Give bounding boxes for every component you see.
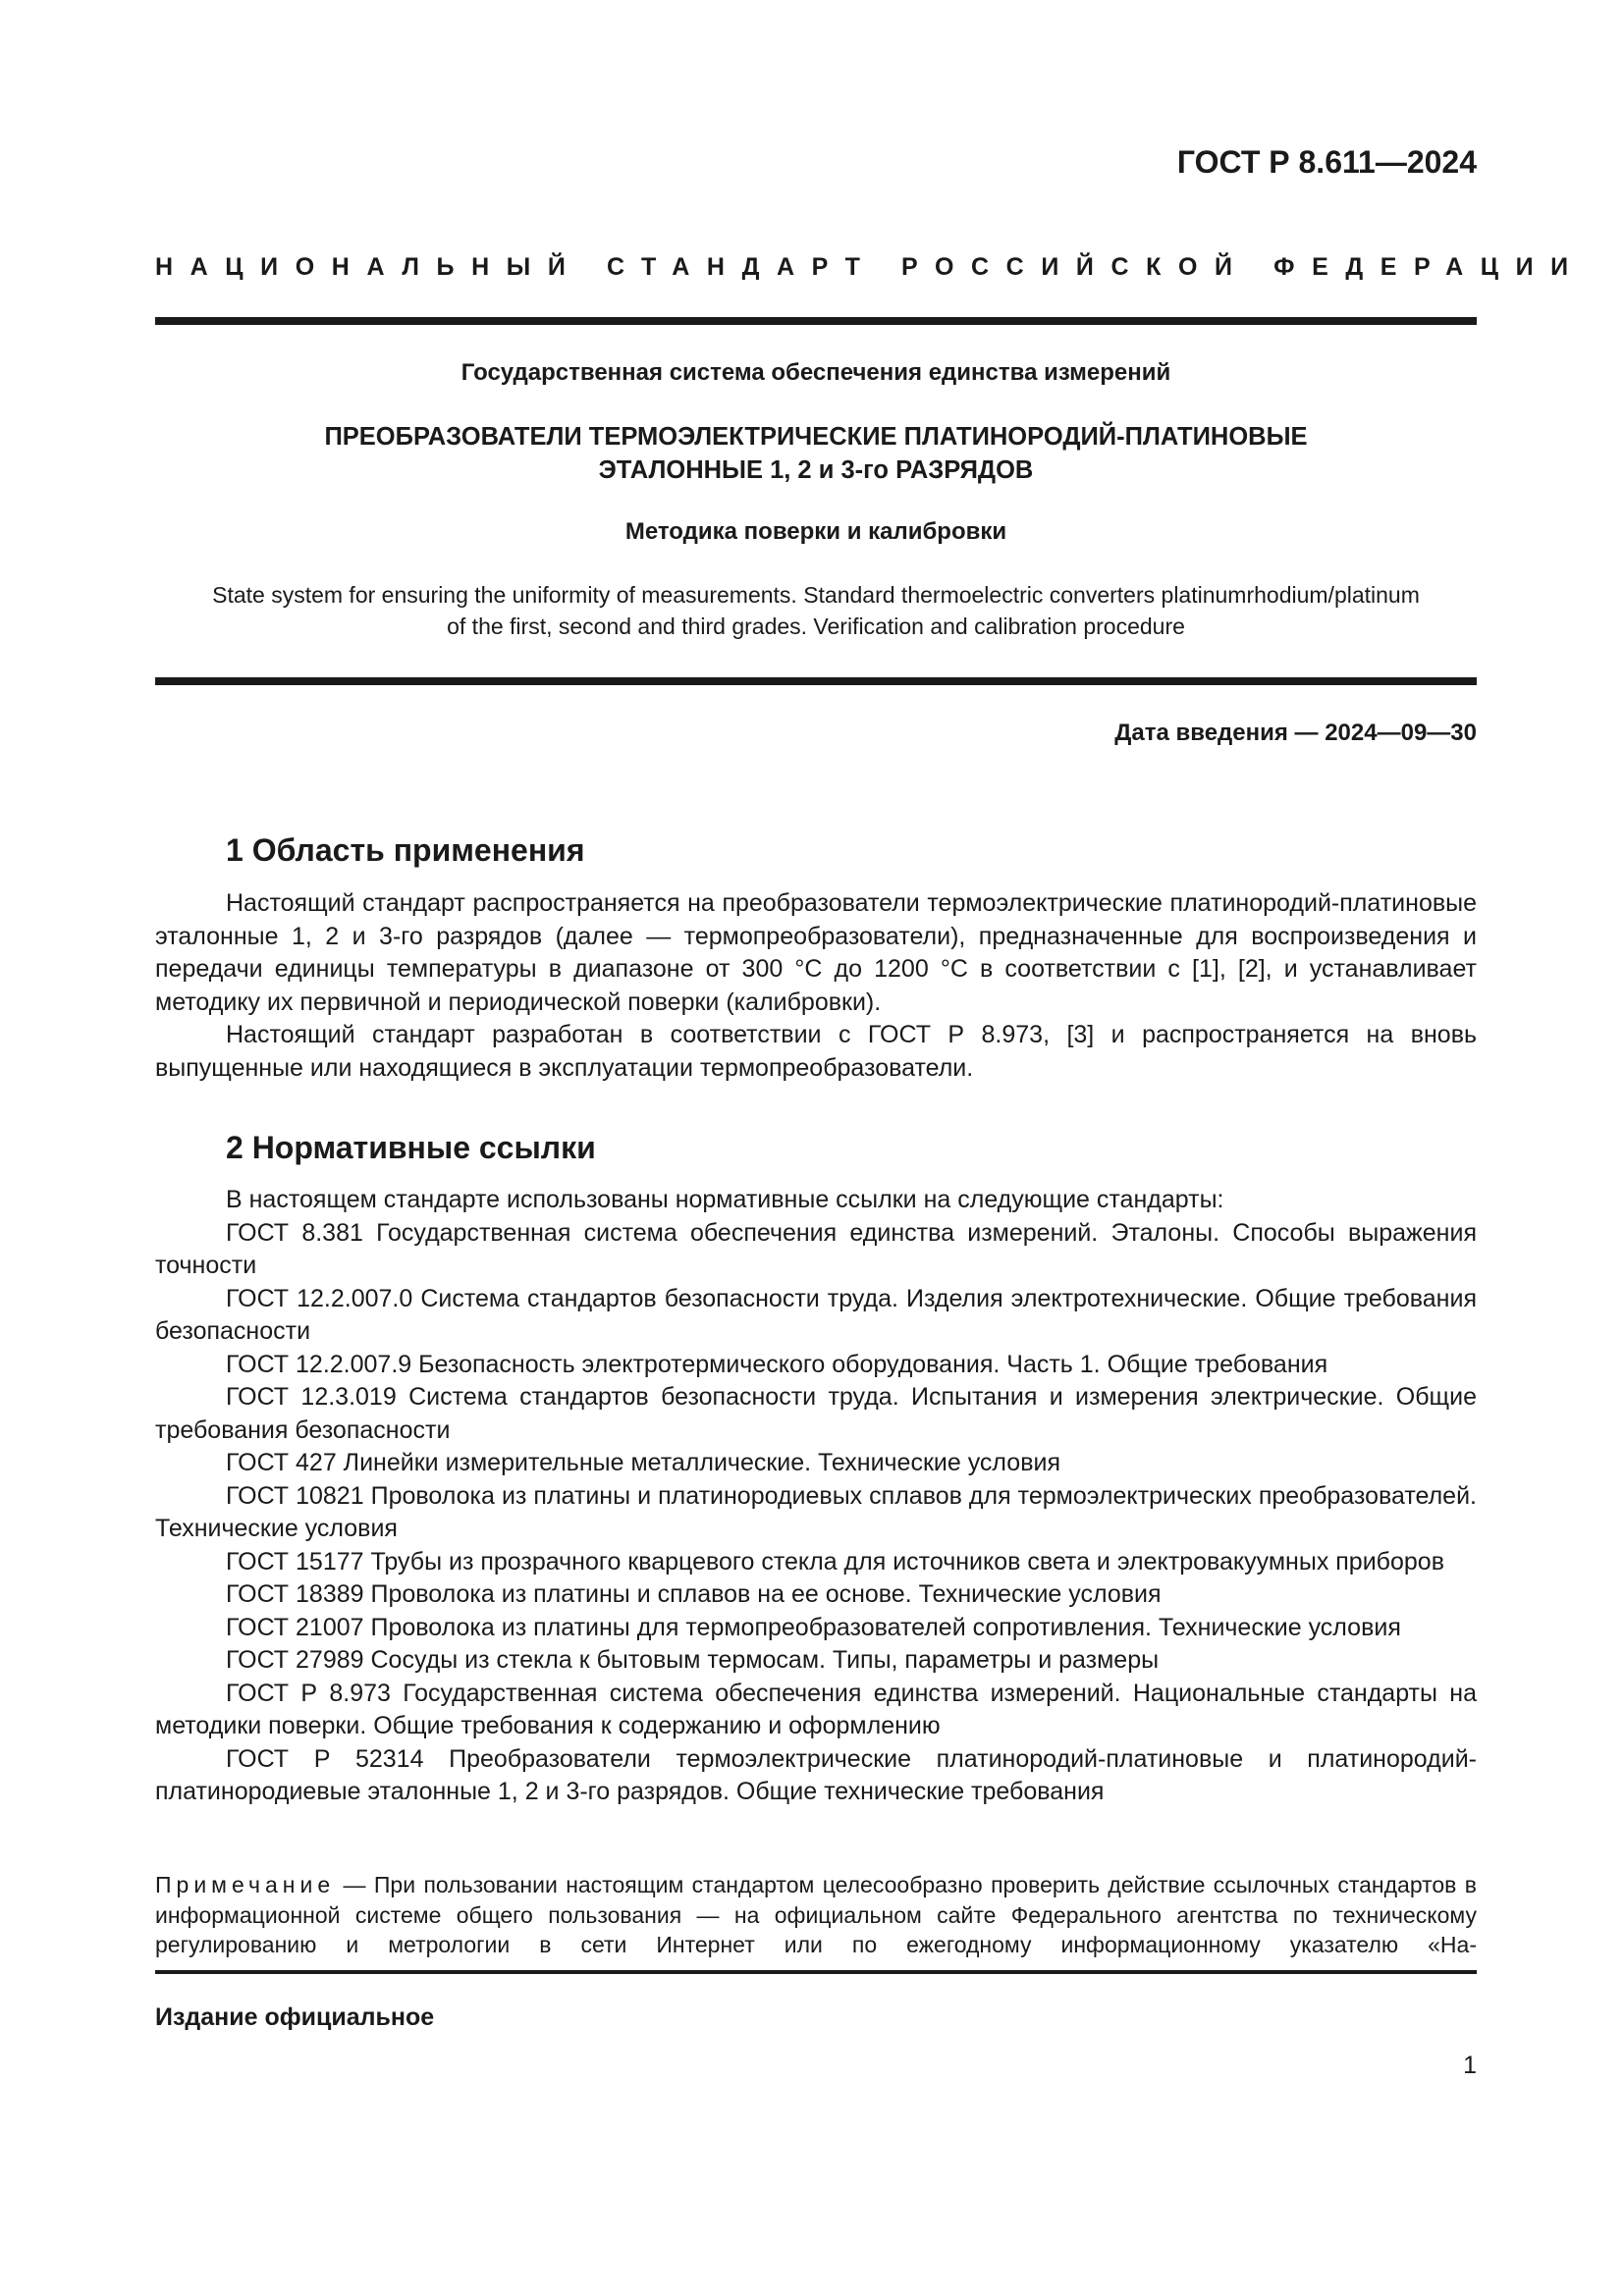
section-2-intro: В настоящем стандарте использованы нормативные ссылки на следующие стандарты: [226, 1186, 1224, 1213]
section-1-body [155, 887, 1477, 1085]
reference-item: ГОСТ 12.2.007.0 Система стандартов безопасности труда. Изделия электротехнические. Общие требования безопасности [155, 1284, 1477, 1345]
reference-item: ГОСТ 12.3.019 Система стандартов безопасности труда. Испытания и измерения электрические. Общие требования безопасности [155, 1383, 1477, 1444]
english-title-line-1: State system for ensuring the uniformity of measurements. Standard thermoelectric converters platinumrhodium/platinum [212, 582, 1420, 608]
section-2-heading: 2 Нормативные ссылки [226, 1130, 596, 1165]
footer-divider [155, 1970, 1477, 1974]
reference-item: ГОСТ 12.2.007.9 Безопасность электротермического оборудования. Часть 1. Общие требования [226, 1350, 1328, 1378]
document-title-line-2: ЭТАЛОННЫЕ 1, 2 и 3-го РАЗРЯДОВ [598, 456, 1034, 484]
reference-item: ГОСТ 18389 Проволока из платины и сплавов на ее основе. Технические условия [226, 1580, 1162, 1608]
english-title [155, 579, 1477, 642]
top-divider [155, 317, 1477, 325]
note-label: Примечание [155, 1872, 336, 1897]
page-number: 1 [1463, 2052, 1477, 2079]
section-1-heading: 1 Область применения [226, 832, 585, 868]
introduction-date: Дата введения — 2024—09—30 [1114, 720, 1477, 746]
reference-item: ГОСТ 10821 Проволока из платины и платинородиевых сплавов для термоэлектрических преобразователей. Технические условия [155, 1481, 1477, 1542]
note-text: — При пользовании настоящим стандартом целесообразно проверить действие ссылочных стандартов в информационной системе общего пользования — на официальном сайте Федерального агентства по техническому регулированию и метрологии в сети Интернет или по ежегодному информационному указателю «На- [155, 1872, 1477, 1957]
reference-item: ГОСТ 8.381 Государственная система обеспечения единства измерений. Эталоны. Способы выражения точности [155, 1218, 1477, 1279]
system-title: Государственная система обеспечения единства измерений [460, 359, 1171, 386]
reference-item: ГОСТ 15177 Трубы из прозрачного кварцевого стекла для источников света и электровакуумных приборов [226, 1547, 1444, 1575]
section-2-body [155, 1184, 1477, 1809]
reference-item: ГОСТ Р 52314 Преобразователи термоэлектрические платинородий-платиновые и платинородий-платинородиевые эталонные 1, 2 и 3-го разрядов. Общие технические требования [155, 1744, 1477, 1805]
section-1-paragraph: Настоящий стандарт распространяется на преобразователи термоэлектрические платинородий-платиновые эталонные 1, 2 и 3-го разрядов (далее — термопреобразователи), предназначенные для воспроизведения и передачи единицы температуры в диапазоне от 300 °C до 1200 °C в соответствии с [1], [2], и устанавливает методику их первичной и периодической поверки (калибровки). [155, 889, 1477, 1016]
standard-number: ГОСТ Р 8.611—2024 [1176, 144, 1477, 180]
reference-note [155, 1870, 1477, 1960]
reference-item: ГОСТ 27989 Сосуды из стекла к бытовым термосам. Типы, параметры и размеры [226, 1646, 1160, 1674]
document-title [155, 420, 1477, 487]
official-edition-label: Издание официальное [155, 2003, 435, 2031]
reference-item: ГОСТ Р 8.973 Государственная система обеспечения единства измерений. Национальные стандарты на методики поверки. Общие требования к содержанию и оформлению [155, 1679, 1477, 1739]
section-1-paragraph: Настоящий стандарт разработан в соответствии с ГОСТ Р 8.973, [3] и распространяется на вновь выпущенные или находящиеся в эксплуатации термопреобразователи. [155, 1021, 1477, 1082]
title-divider [155, 677, 1477, 685]
reference-item: ГОСТ 21007 Проволока из платины для термопреобразователей сопротивления. Технические условия [226, 1613, 1401, 1641]
national-standard-banner: НАЦИОНАЛЬНЫЙ СТАНДАРТ РОССИЙСКОЙ ФЕДЕРАЦИИ [155, 253, 1586, 281]
method-subtitle: Методика поверки и калибровки [624, 518, 1007, 545]
english-title-line-2: of the first, second and third grades. Verification and calibration procedure [447, 614, 1185, 639]
reference-item: ГОСТ 427 Линейки измерительные металлические. Технические условия [226, 1449, 1060, 1476]
document-title-line-1: ПРЕОБРАЗОВАТЕЛИ ТЕРМОЭЛЕКТРИЧЕСКИЕ ПЛАТИНОРОДИЙ-ПЛАТИНОВЫЕ [324, 423, 1308, 451]
